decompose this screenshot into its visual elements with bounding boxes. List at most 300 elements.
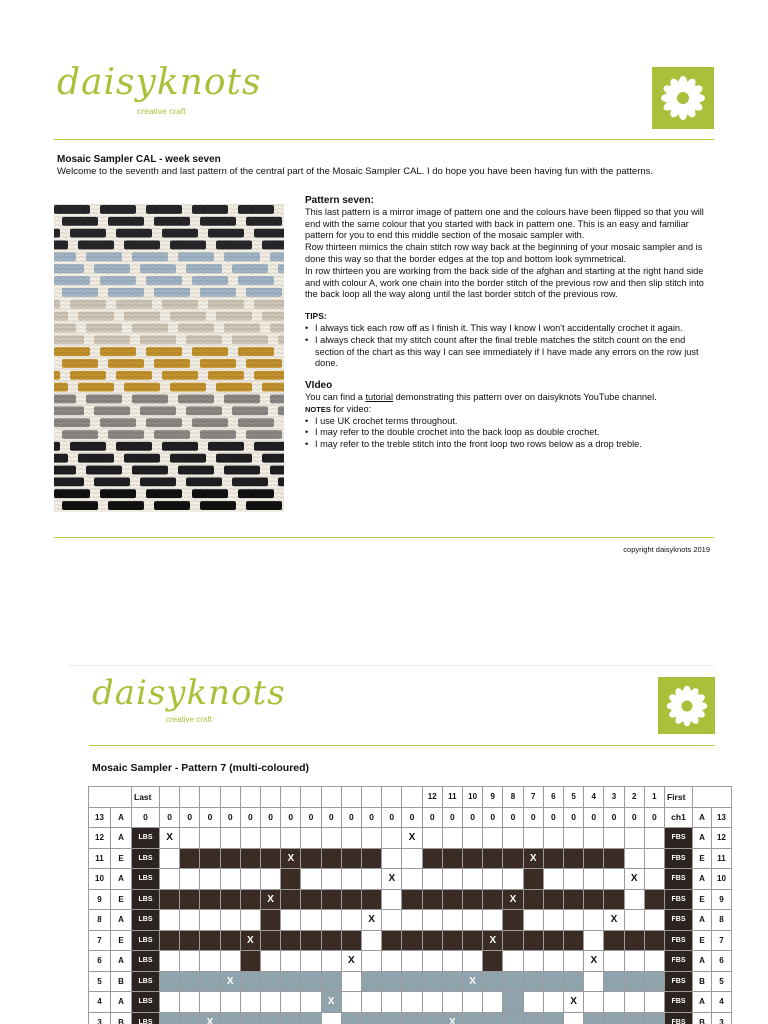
- intro-text: Welcome to the seventh and last pattern of the central part of the Mosaic Sampler CAL. I do hope you have been having fun with the patterns.: [57, 166, 654, 177]
- chart-cell: [463, 869, 483, 890]
- header-rule: [54, 139, 714, 140]
- chart-cell: [342, 828, 362, 849]
- header-stitch-number: 10: [463, 787, 483, 808]
- pattern-paragraph: In row thirteen you are working from the back side of the afghan and starting at the right hand side and with colour A, work one chain into the border stitch of the previous row and then slip stitch into the back loop all the way along until the last border stitch of the previous row.: [305, 265, 704, 300]
- chart-cell: [200, 869, 220, 890]
- row-left-stitch: LBS: [132, 1013, 160, 1024]
- chart-cell: [604, 951, 624, 972]
- header-stitch-number: 4: [584, 787, 604, 808]
- row-right-stitch: FBS: [665, 992, 693, 1013]
- header-blank: [89, 787, 132, 808]
- chart-cell: [645, 951, 665, 972]
- chart-cell: [221, 828, 241, 849]
- header-stitch-number: 11: [443, 787, 463, 808]
- chart-cell: [241, 951, 261, 972]
- chart-cell: [625, 972, 645, 993]
- chart-cell: 0: [604, 808, 624, 829]
- chart-cell: [362, 992, 382, 1013]
- notes-label: NOTES: [305, 404, 331, 414]
- chart-cell: [261, 951, 281, 972]
- list-item: • I may refer to the treble stitch into the front loop two rows below as a drop treble.: [305, 439, 710, 451]
- notes-list: [305, 416, 710, 451]
- chart-cell: [160, 828, 180, 849]
- header-stitch-number: [160, 787, 180, 808]
- chart-cell: [362, 951, 382, 972]
- chart-cell: [463, 992, 483, 1013]
- drop-treble-mark: X: [610, 914, 618, 926]
- chart-cell: [362, 910, 382, 931]
- chart-cell: [443, 890, 463, 911]
- chart-cell: 0: [160, 808, 180, 829]
- row-number: 12: [89, 828, 111, 849]
- chart-cell: [342, 951, 362, 972]
- list-item: • I always tick each row off as I finish it. This way I know I won't accidentally crochet it again.: [305, 323, 710, 335]
- chart-cell: [342, 1013, 362, 1024]
- chart-cell: [423, 951, 443, 972]
- chart-cell: [544, 869, 564, 890]
- chart-cell: [483, 931, 503, 952]
- row-number: 9: [712, 890, 732, 911]
- drop-treble-mark: X: [449, 1016, 456, 1024]
- row-colour: A: [693, 992, 712, 1013]
- row-colour: A: [111, 828, 132, 849]
- chart-cell: [443, 849, 463, 870]
- chart-cell: [423, 849, 443, 870]
- header-stitch-number: 7: [524, 787, 544, 808]
- tips-list: [305, 323, 710, 370]
- row-colour: E: [111, 931, 132, 952]
- chart-cell: [301, 1013, 321, 1024]
- chart-cell: [625, 828, 645, 849]
- header-stitch-number: [322, 787, 342, 808]
- chart-cell: 0: [625, 808, 645, 829]
- chart-cell: [241, 972, 261, 993]
- chart-cell: [503, 972, 523, 993]
- chart-cell: [524, 931, 544, 952]
- chart-cell: [503, 849, 523, 870]
- chart-cell: [544, 849, 564, 870]
- chart-cell: [625, 869, 645, 890]
- row-number: 6: [712, 951, 732, 972]
- chart-cell: [645, 849, 665, 870]
- drop-treble-mark: X: [509, 893, 517, 905]
- row-right-stitch: FBS: [665, 931, 693, 952]
- chart-cell: [463, 890, 483, 911]
- chart-cell: [382, 828, 402, 849]
- row-left-stitch: LBS: [132, 828, 160, 849]
- chart-cell: [423, 890, 443, 911]
- chart-cell: [281, 992, 301, 1013]
- header-blank: [693, 787, 732, 808]
- chart-cell: [423, 910, 443, 931]
- chart-cell: [402, 869, 422, 890]
- chart-cell: [200, 931, 220, 952]
- chart-cell: [322, 972, 342, 993]
- chart-cell: [180, 910, 200, 931]
- chart-cell: [362, 828, 382, 849]
- header-stitch-number: [200, 787, 220, 808]
- row-number: 11: [712, 849, 732, 870]
- chart-cell: 0: [645, 808, 665, 829]
- chart-cell: [483, 890, 503, 911]
- chart-cell: [342, 869, 362, 890]
- row-left-stitch: LBS: [132, 972, 160, 993]
- chart-cell: [342, 849, 362, 870]
- row-number: 12: [712, 828, 732, 849]
- chart-cell: 0: [402, 808, 422, 829]
- chart-cell: [261, 931, 281, 952]
- chart-cell: [281, 1013, 301, 1024]
- row-number: 10: [712, 869, 732, 890]
- chart-cell: [503, 910, 523, 931]
- drop-treble-mark: X: [267, 893, 274, 905]
- chart-cell: [301, 992, 321, 1013]
- chart-cell: [544, 828, 564, 849]
- chart-cell: [564, 972, 584, 993]
- chart-cell: [463, 849, 483, 870]
- chart-cell: [402, 828, 422, 849]
- row-colour: A: [111, 951, 132, 972]
- notes-text: for video:: [330, 403, 372, 414]
- row-number: 13: [89, 808, 111, 829]
- chart-cell: [281, 910, 301, 931]
- chart-cell: [524, 1013, 544, 1024]
- drop-treble-mark: X: [570, 996, 577, 1008]
- row-number: 3: [89, 1013, 111, 1024]
- row-right-stitch: FBS: [665, 869, 693, 890]
- mosaic-photo: [54, 204, 284, 512]
- chart-cell: [463, 1013, 483, 1024]
- chart-cell: [160, 849, 180, 870]
- chart-cell: [241, 869, 261, 890]
- chart-cell: [503, 890, 523, 911]
- chart-cell: [200, 849, 220, 870]
- chart-cell: [604, 890, 624, 911]
- header-stitch-number: [261, 787, 281, 808]
- chart-cell: [604, 972, 624, 993]
- header-stitch-number: [382, 787, 402, 808]
- chart-cell: [261, 972, 281, 993]
- chart-cell: [544, 890, 564, 911]
- pattern-heading: Pattern seven:: [305, 195, 374, 206]
- chart-cell: [160, 972, 180, 993]
- row-colour: A: [693, 910, 712, 931]
- chart-cell: [160, 931, 180, 952]
- chart-cell: [180, 828, 200, 849]
- page-title: Mosaic Sampler CAL - week seven: [57, 154, 221, 165]
- chart-cell: [423, 828, 443, 849]
- row-left-stitch: LBS: [132, 869, 160, 890]
- chart-cell: [503, 992, 523, 1013]
- chart-cell: [322, 869, 342, 890]
- chart-cell: [221, 869, 241, 890]
- header-stitch-number: [301, 787, 321, 808]
- chart-cell: 0: [544, 808, 564, 829]
- list-item: • I always check that my stitch count after the final treble matches the stitch count on the end section of the chart as this way I can see immediately if I have made any errors on the row just done.: [305, 335, 710, 370]
- chart-cell: [342, 890, 362, 911]
- row-colour: B: [693, 972, 712, 993]
- header-stitch-number: [221, 787, 241, 808]
- page-divider: [68, 665, 714, 666]
- row-right-stitch: FBS: [665, 849, 693, 870]
- header-stitch-number: 1: [645, 787, 665, 808]
- chart-cell: [625, 849, 645, 870]
- chart-cell: [180, 890, 200, 911]
- chart-cell: [301, 910, 321, 931]
- brand-tagline: creative craft: [137, 106, 186, 116]
- row-left-stitch: LBS: [132, 849, 160, 870]
- chart-cell: [524, 849, 544, 870]
- row-colour: A: [693, 869, 712, 890]
- header-stitch-number: 9: [483, 787, 503, 808]
- chart-cell: [362, 1013, 382, 1024]
- drop-treble-mark: X: [630, 873, 638, 885]
- row-left-stitch: LBS: [132, 910, 160, 931]
- chart-cell: [362, 931, 382, 952]
- chart-cell: [402, 1013, 422, 1024]
- row-number: 5: [89, 972, 111, 993]
- drop-treble-mark: X: [469, 975, 476, 987]
- drop-treble-mark: X: [287, 852, 295, 864]
- chart-cell: [584, 890, 604, 911]
- chart-cell: [483, 1013, 503, 1024]
- header-stitch-number: [180, 787, 200, 808]
- chart-cell: [180, 931, 200, 952]
- chart-cell: 0: [200, 808, 220, 829]
- chart-cell: [524, 992, 544, 1013]
- header-stitch-number: 5: [564, 787, 584, 808]
- row-number: 8: [89, 910, 111, 931]
- chart-cell: [524, 890, 544, 911]
- list-item: • I use UK crochet terms throughout.: [305, 416, 710, 428]
- row-number: 4: [712, 992, 732, 1013]
- row-number: 7: [89, 931, 111, 952]
- row-right-stitch: FBS: [665, 890, 693, 911]
- chart-cell: [301, 931, 321, 952]
- chart-cell: 0: [221, 808, 241, 829]
- chart-cell: [625, 931, 645, 952]
- chart-cell: 0: [241, 808, 261, 829]
- chart-cell: [322, 910, 342, 931]
- drop-treble-mark: X: [489, 934, 497, 946]
- chart-cell: [645, 890, 665, 911]
- chart-cell: [604, 931, 624, 952]
- chart-cell: [604, 849, 624, 870]
- chart-cell: 0: [524, 808, 544, 829]
- chart-cell: [322, 931, 342, 952]
- chart-cell: [160, 951, 180, 972]
- list-item: • I may refer to the double crochet into the back loop as double crochet.: [305, 427, 710, 439]
- row-colour: E: [693, 890, 712, 911]
- chart-cell: [443, 992, 463, 1013]
- chart-cell: [483, 992, 503, 1013]
- chart-cell: [261, 910, 281, 931]
- chart-cell: [362, 869, 382, 890]
- chart-cell: [342, 992, 362, 1013]
- chart-cell: [301, 849, 321, 870]
- chart-cell: [402, 931, 422, 952]
- chart-cell: [281, 931, 301, 952]
- chart-cell: [402, 910, 422, 931]
- chart-cell: [261, 890, 281, 911]
- chart-cell: [564, 1013, 584, 1024]
- chart-cell: 0: [362, 808, 382, 829]
- chart-cell: [241, 849, 261, 870]
- drop-treble-mark: X: [348, 955, 355, 967]
- chart-cell: [160, 992, 180, 1013]
- chart-cell: [604, 869, 624, 890]
- header-first: First: [665, 787, 693, 808]
- chart-cell: [503, 1013, 523, 1024]
- drop-treble-mark: X: [247, 934, 254, 946]
- chart-cell: [342, 910, 362, 931]
- header-rule: [89, 745, 715, 746]
- chart-cell: [322, 849, 342, 870]
- chart-cell: [564, 992, 584, 1013]
- chart-cell: [281, 869, 301, 890]
- notes-line: [305, 404, 710, 416]
- chart-cell: [483, 849, 503, 870]
- row-left-stitch: LBS: [132, 951, 160, 972]
- chart-cell: [503, 869, 523, 890]
- row-left-stitch: LBS: [132, 890, 160, 911]
- chart-cell: [322, 890, 342, 911]
- chart-cell: [200, 910, 220, 931]
- brand-logo: [57, 62, 262, 116]
- chart-cell: 0: [564, 808, 584, 829]
- chart-cell: [301, 828, 321, 849]
- header-stitch-number: 6: [544, 787, 564, 808]
- chart-cell: [544, 951, 564, 972]
- row-colour: A: [693, 808, 712, 829]
- chart-cell: 0: [423, 808, 443, 829]
- chart-cell: [483, 828, 503, 849]
- chart-cell: [584, 828, 604, 849]
- chart-cell: [342, 972, 362, 993]
- chart-cell: [200, 992, 220, 1013]
- chart-cell: [160, 910, 180, 931]
- chart-cell: [463, 828, 483, 849]
- chart-cell: [221, 849, 241, 870]
- chart-cell: 0: [584, 808, 604, 829]
- chart-cell: [584, 869, 604, 890]
- chart-cell: [604, 828, 624, 849]
- chart-cell: 0: [322, 808, 342, 829]
- chart-cell: [382, 972, 402, 993]
- chart-cell: 0: [261, 808, 281, 829]
- row-colour: A: [111, 869, 132, 890]
- header-stitch-number: 8: [503, 787, 523, 808]
- pattern-paragraph: Row thirteen mimics the chain stitch row way back at the beginning of your mosaic sampler and is done this way so that the border edges at the top and bottom look symmetrical.: [305, 242, 703, 264]
- row-number: 13: [712, 808, 732, 829]
- header-last: Last: [132, 787, 160, 808]
- chart-cell: [200, 972, 220, 993]
- copyright: copyright daisyknots 2019: [623, 545, 710, 554]
- chart-cell: 0: [483, 808, 503, 829]
- chart-cell: [584, 951, 604, 972]
- chart-cell: [301, 890, 321, 911]
- chart-cell: [402, 951, 422, 972]
- chart-cell: [200, 1013, 220, 1024]
- chart-cell: [524, 951, 544, 972]
- chart-cell: [241, 931, 261, 952]
- chart-cell: 0: [382, 808, 402, 829]
- chart-cell: [564, 931, 584, 952]
- chart-cell: [524, 828, 544, 849]
- drop-treble-mark: X: [166, 832, 173, 844]
- chart-cell: [584, 849, 604, 870]
- chart-cell: [281, 951, 301, 972]
- header-stitch-number: [402, 787, 422, 808]
- chart-cell: [423, 992, 443, 1013]
- chart-cell: [301, 972, 321, 993]
- row-number: 6: [89, 951, 111, 972]
- chart-cell: [645, 910, 665, 931]
- chart-cell: [564, 849, 584, 870]
- drop-treble-mark: X: [206, 1016, 214, 1024]
- pattern-column: [305, 195, 710, 451]
- drop-treble-mark: X: [590, 955, 598, 967]
- chart-cell: [402, 890, 422, 911]
- chart-cell: [423, 972, 443, 993]
- chart-cell: [463, 972, 483, 993]
- chart-cell: [382, 849, 402, 870]
- chart-cell: 0: [281, 808, 301, 829]
- row-number: 9: [89, 890, 111, 911]
- chart-cell: [322, 1013, 342, 1024]
- chart-cell: [604, 992, 624, 1013]
- footer-rule: [54, 537, 714, 538]
- chart-cell: [221, 1013, 241, 1024]
- chart-cell: [645, 931, 665, 952]
- chart-cell: [564, 828, 584, 849]
- row-colour: E: [693, 849, 712, 870]
- drop-treble-mark: X: [327, 996, 335, 1008]
- header-stitch-number: [362, 787, 382, 808]
- chart-cell: [584, 972, 604, 993]
- chart-cell: [645, 972, 665, 993]
- chart-cell: [443, 931, 463, 952]
- chart-cell: [524, 972, 544, 993]
- row-number: 11: [89, 849, 111, 870]
- row-number: 4: [89, 992, 111, 1013]
- chart-cell: [503, 828, 523, 849]
- chart-cell: [221, 890, 241, 911]
- chart-cell: [503, 951, 523, 972]
- row-colour: A: [693, 828, 712, 849]
- brand-name: daisyknots: [57, 62, 262, 103]
- chart-cell: [483, 869, 503, 890]
- chart-cell: [423, 931, 443, 952]
- tutorial-link[interactable]: tutorial: [365, 391, 394, 402]
- chart-cell: [483, 910, 503, 931]
- chart-cell: [180, 849, 200, 870]
- chart-cell: [261, 992, 281, 1013]
- row-colour: A: [111, 910, 132, 931]
- chart-cell: [564, 951, 584, 972]
- drop-treble-mark: X: [408, 832, 416, 844]
- chart-cell: [281, 890, 301, 911]
- flower-logo-icon: [658, 677, 715, 734]
- chart-cell: [261, 869, 281, 890]
- row-number: 10: [89, 869, 111, 890]
- video-text: [305, 392, 710, 404]
- header-stitch-number: [342, 787, 362, 808]
- header-stitch-number: [241, 787, 261, 808]
- chart-cell: [645, 869, 665, 890]
- chart-cell: [625, 951, 645, 972]
- row-left-stitch: LBS: [132, 931, 160, 952]
